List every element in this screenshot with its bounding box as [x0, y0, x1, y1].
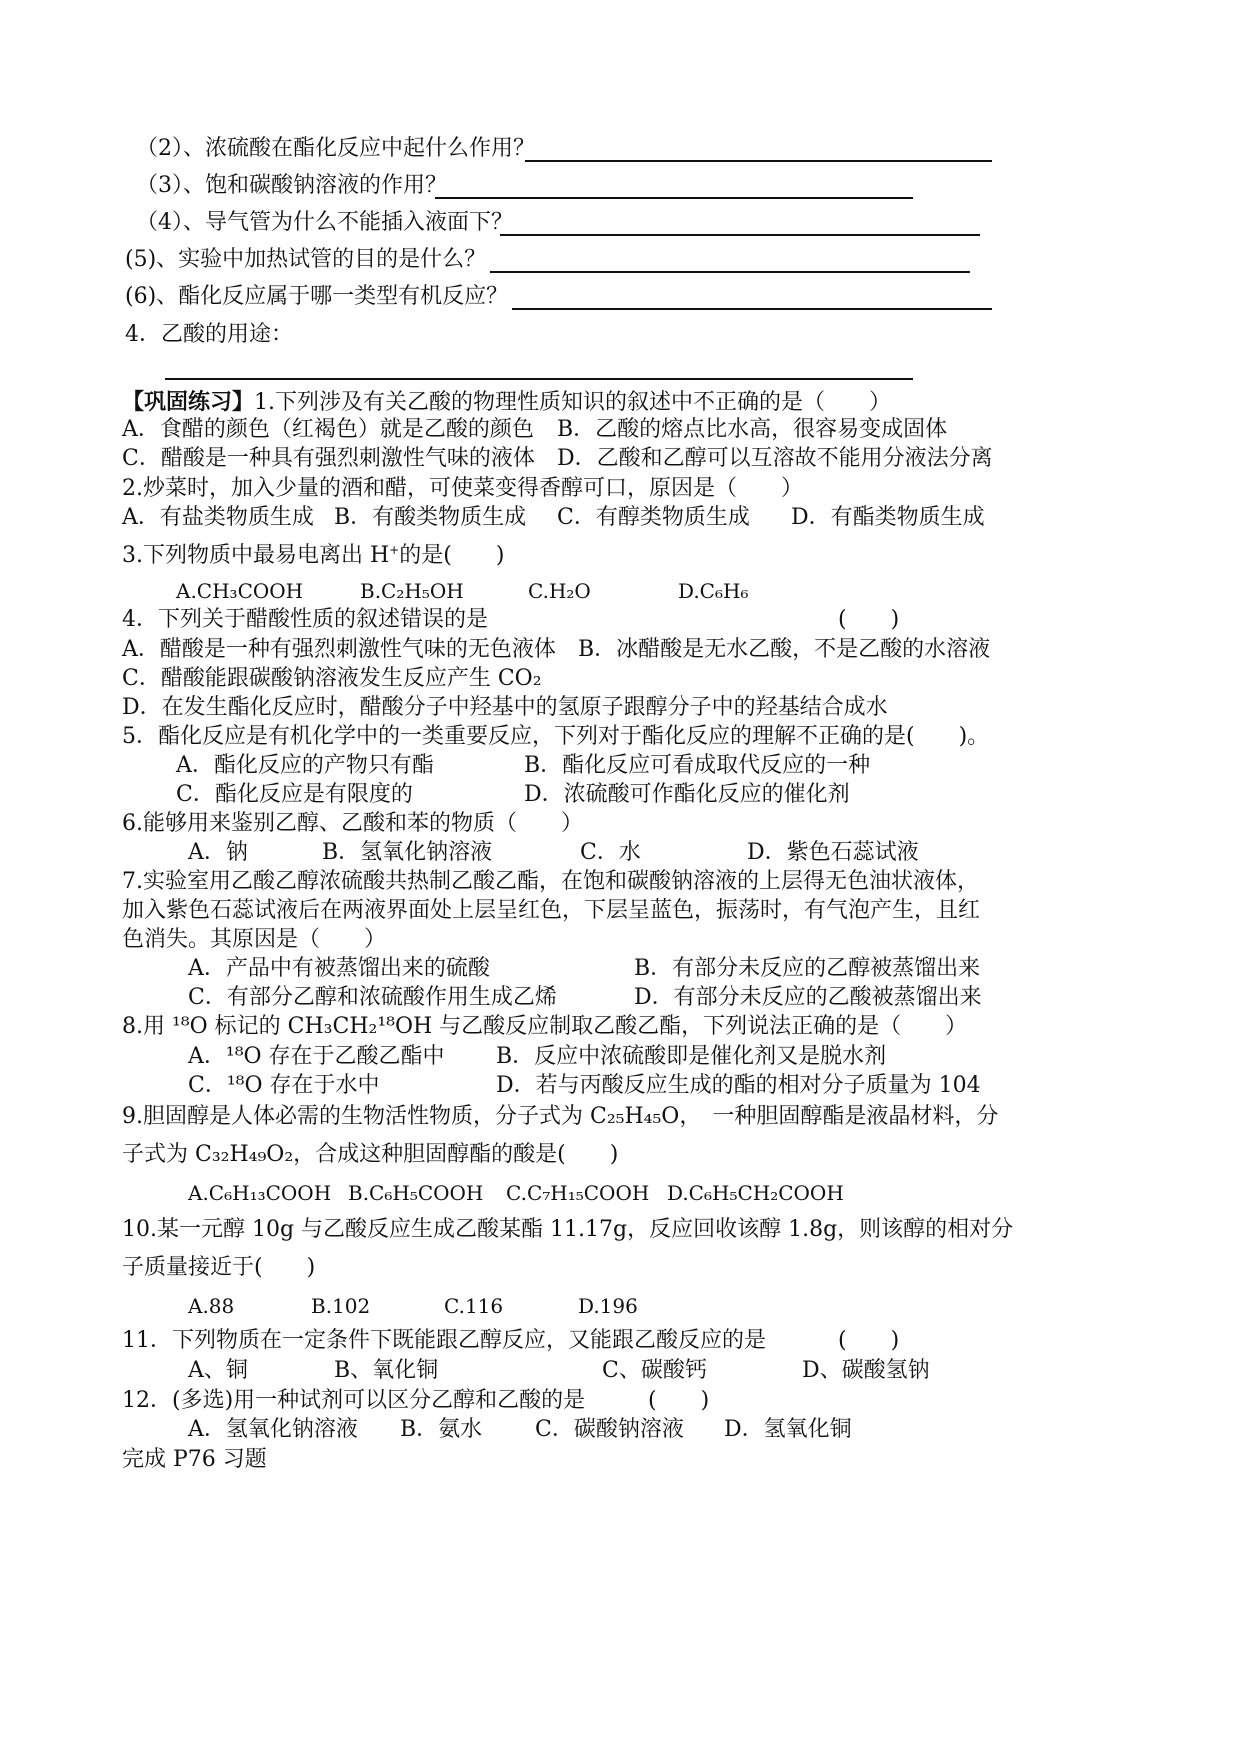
practice-q3-paren: 的是( ) — [399, 543, 505, 568]
q6-option-b: B．氢氧化钠溶液 — [322, 840, 493, 865]
q6-option-c: C．水 — [580, 840, 641, 865]
q2-option-a: A．有盐类物质生成 — [122, 505, 314, 530]
h-plus-superscript: + — [389, 543, 400, 557]
practice-q11: 11．下列物质在一定条件下既能跟乙醇反应，又能跟乙酸反应的是 — [122, 1328, 766, 1353]
practice-heading: 【巩固练习】 — [122, 389, 255, 415]
practice-q1-stem: 1.下列涉及有关乙酸的物理性质知识的叙述中不正确的是（ ） — [254, 390, 892, 415]
practice-q3-stem: 3.下列物质中最易电离出 H — [122, 543, 390, 568]
q3-option-d: D.C₆H₆ — [678, 579, 749, 603]
practice-q7-line2: 加入紫色石蕊试液后在两液界面处上层呈红色，下层呈蓝色，振荡时，有气泡产生，且红 — [122, 898, 981, 923]
q1-option-b: B．乙酸的熔点比水高，很容易变成固体 — [557, 417, 948, 442]
answer-blank-5[interactable] — [490, 271, 970, 273]
answer-blank-uses[interactable] — [165, 378, 913, 380]
q8-option-c: C．¹⁸O 存在于水中 — [188, 1073, 380, 1098]
practice-q12: 12．(多选)用一种试剂可以区分乙醇和乙酸的是 — [122, 1388, 586, 1413]
q5-option-a: A．酯化反应的产物只有酯 — [176, 753, 434, 778]
q12-option-b: B．氨水 — [400, 1417, 483, 1442]
q10-option-d: D.196 — [578, 1294, 638, 1318]
homework-note: 完成 P76 习题 — [122, 1447, 267, 1472]
q5-option-c: C．酯化反应是有限度的 — [176, 782, 413, 807]
q4-option-b: B．冰醋酸是无水乙酸，不是乙酸的水溶液 — [578, 637, 991, 662]
q4-option-c: C．醋酸能跟碳酸钠溶液发生反应产生 CO₂ — [122, 666, 542, 691]
q8-option-a: A．¹⁸O 存在于乙酸乙酯中 — [188, 1044, 445, 1069]
q10-option-b: B.102 — [311, 1294, 371, 1318]
q7-option-d: D．有部分未反应的乙酸被蒸馏出来 — [634, 985, 982, 1010]
q2-option-c: C．有醇类物质生成 — [557, 505, 750, 530]
q5-option-b: B．酯化反应可看成取代反应的一种 — [524, 753, 871, 778]
practice-q4: 4．下列关于醋酸性质的叙述错误的是 — [122, 607, 488, 632]
q1-option-d: D．乙酸和乙醇可以互溶故不能用分液法分离 — [557, 446, 993, 471]
q3-option-c: C.H₂O — [528, 579, 591, 603]
q1-option-c: C．醋酸是一种具有强烈刺激性气味的液体 — [122, 446, 535, 471]
practice-q3 — [122, 535, 504, 571]
question-6: (6)、酯化反应属于哪一类型有机反应？ — [125, 284, 509, 309]
q6-option-d: D．紫色石蕊试液 — [747, 840, 919, 865]
q10-option-a: A.88 — [188, 1294, 235, 1318]
q12-option-d: D．氢氧化铜 — [724, 1417, 852, 1442]
q8-option-b: B．反应中浓硫酸即是催化剂又是脱水剂 — [496, 1044, 887, 1069]
q7-option-a: A．产品中有被蒸馏出来的硫酸 — [188, 956, 490, 981]
practice-q9-line2: 子式为 C₃₂H₄₉O₂，合成这种胆固醇酯的酸是( ) — [122, 1142, 619, 1167]
q9-option-c: C.C₇H₁₅COOH — [506, 1181, 650, 1205]
item-4-uses: 4．乙酸的用途： — [125, 322, 293, 347]
question-2: （2）、浓硫酸在酯化反应中起什么作用？ — [136, 136, 535, 161]
answer-blank-2[interactable] — [525, 160, 992, 162]
practice-q7-line3: 色消失。其原因是（ ） — [122, 927, 387, 952]
practice-q12-paren: ( ) — [648, 1388, 710, 1413]
q11-option-c: C、碳酸钙 — [602, 1358, 707, 1383]
practice-q11-paren: ( ) — [838, 1328, 900, 1353]
q11-option-d: D、碳酸氢钠 — [802, 1358, 930, 1383]
practice-q2: 2.炒菜时，加入少量的酒和醋，可使菜变得香醇可口，原因是（ ） — [122, 476, 803, 501]
q12-option-a: A．氢氧化钠溶液 — [188, 1417, 358, 1442]
practice-q9-line1: 9.胆固醇是人体必需的生物活性物质，分子式为 C₂₅H₄₅O， 一种胆固醇酯是液晶材料，分 — [122, 1104, 999, 1129]
q10-option-c: C.116 — [444, 1294, 504, 1318]
q7-option-c: C．有部分乙醇和浓硫酸作用生成乙烯 — [188, 985, 557, 1010]
q1-option-a: A．食醋的颜色（红褐色）就是乙酸的颜色 — [122, 417, 534, 442]
practice-q1 — [122, 387, 891, 418]
q7-option-b: B．有部分未反应的乙醇被蒸馏出来 — [634, 956, 981, 981]
question-4: （4）、导气管为什么不能插入液面下？ — [136, 210, 513, 235]
question-5: (5)、实验中加热试管的目的是什么？ — [125, 247, 487, 272]
practice-q7-line1: 7.实验室用乙酸乙醇浓硫酸共热制乙酸乙酯，在饱和碳酸钠溶液的上层得无色油状液体， — [122, 869, 979, 894]
q8-option-d: D．若与丙酸反应生成的酯的相对分子质量为 104 — [496, 1073, 981, 1098]
q2-option-b: B．有酸类物质生成 — [334, 505, 527, 530]
answer-blank-6[interactable] — [512, 308, 992, 310]
q12-option-c: C．碳酸钠溶液 — [535, 1417, 684, 1442]
answer-blank-4[interactable] — [500, 234, 980, 236]
q6-option-a: A．钠 — [188, 840, 248, 865]
q9-option-b: B.C₆H₅COOH — [348, 1181, 484, 1205]
answer-blank-3[interactable] — [435, 197, 913, 199]
q9-option-a: A.C₆H₁₃COOH — [188, 1181, 332, 1205]
q3-option-b: B.C₂H₅OH — [360, 579, 464, 603]
q5-option-d: D．浓硫酸可作酯化反应的催化剂 — [524, 782, 850, 807]
practice-q5: 5．酯化反应是有机化学中的一类重要反应，下列对于酯化反应的理解不正确的是( )。 — [122, 724, 990, 749]
q11-option-a: A、铜 — [188, 1358, 248, 1383]
q3-option-a: A.CH₃COOH — [176, 579, 304, 603]
practice-q4-paren: ( ) — [838, 607, 900, 632]
practice-q8: 8.用 ¹⁸O 标记的 CH₃CH₂¹⁸OH 与乙酸反应制取乙酸乙酯，下列说法正确的是（ ） — [122, 1014, 968, 1039]
practice-q6: 6.能够用来鉴别乙醇、乙酸和苯的物质（ ） — [122, 811, 583, 836]
q4-option-a: A．醋酸是一种有强烈刺激性气味的无色液体 — [122, 637, 556, 662]
q11-option-b: B、氧化铜 — [334, 1358, 439, 1383]
q4-option-d: D．在发生酯化反应时，醋酸分子中羟基中的氢原子跟醇分子中的羟基结合成水 — [122, 695, 888, 720]
question-3: （3）、饱和碳酸钠溶液的作用？ — [136, 173, 447, 198]
q9-option-d: D.C₆H₅CH₂COOH — [667, 1181, 844, 1205]
q2-option-d: D．有酯类物质生成 — [791, 505, 985, 530]
practice-q10-line1: 10.某一元醇 10g 与乙酸反应生成乙酸某酯 11.17g，反应回收该醇 1.8g，则该醇的相对分 — [122, 1217, 1014, 1242]
practice-q10-line2: 子质量接近于( ) — [122, 1255, 316, 1280]
